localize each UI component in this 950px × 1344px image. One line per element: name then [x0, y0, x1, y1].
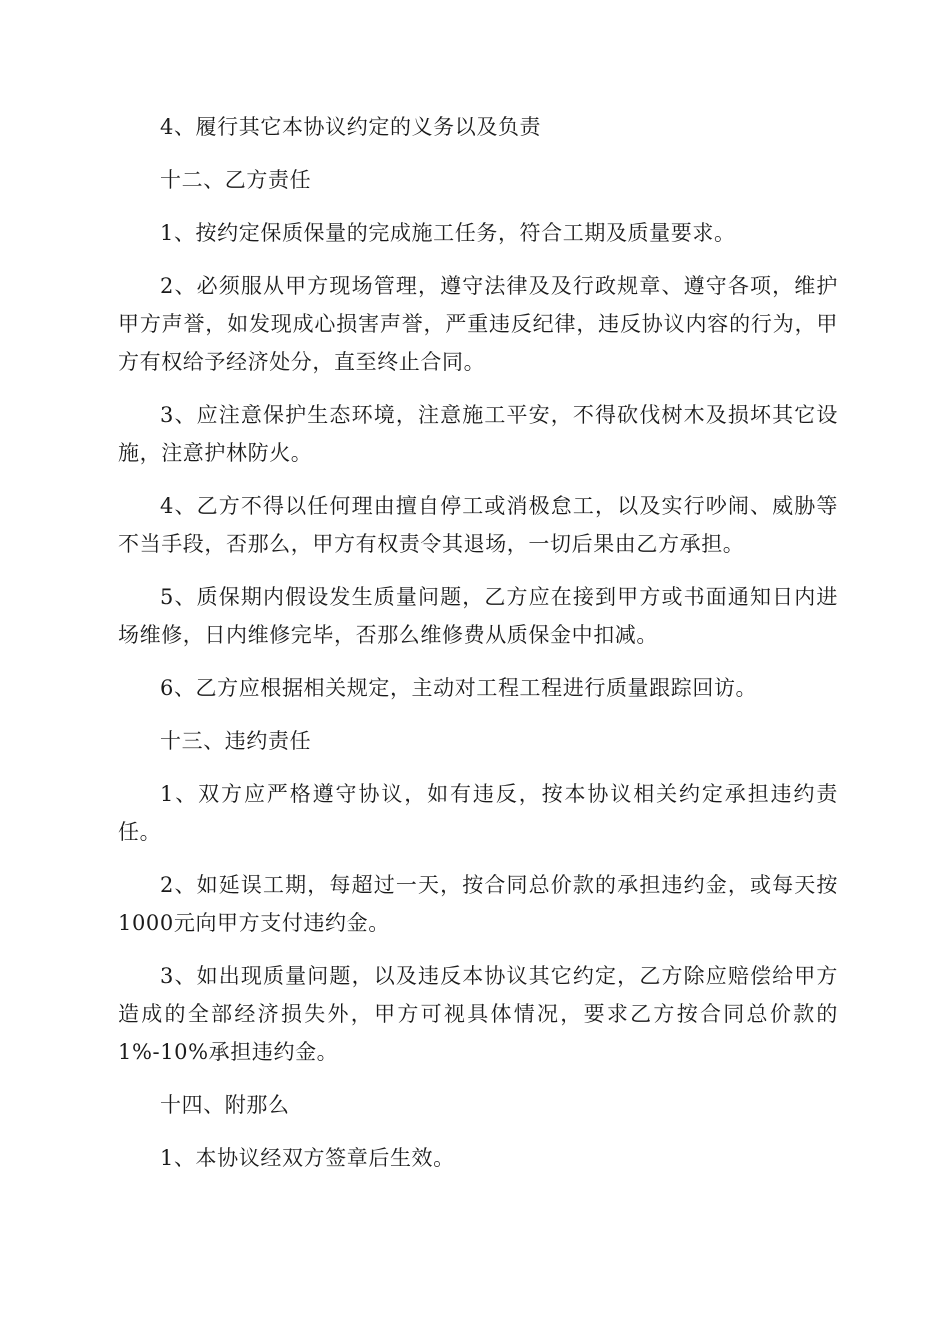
section-heading: 十二、乙方责任 — [160, 168, 312, 192]
document-body — [118, 108, 838, 1192]
list-item: 4、履行其它本协议约定的义务以及负责 — [160, 115, 542, 139]
list-item: 3、应注意保护生态环境，注意施工平安，不得砍伐树木及损坏其它设施，注意护林防火。 — [118, 403, 838, 465]
list-item: 6、乙方应根据相关规定，主动对工程工程进行质量跟踪回访。 — [160, 676, 758, 700]
list-item: 3、如出现质量问题，以及违反本协议其它约定，乙方除应赔偿给甲方造成的全部经济损失外，甲方可视具体情况，要求乙方按合同总价款的1%-10%承担违约金。 — [118, 964, 838, 1064]
list-item: 4、乙方不得以任何理由擅自停工或消极怠工，以及实行吵闹、威胁等不当手段，否那么，甲方有权责令其退场，一切后果由乙方承担。 — [118, 494, 838, 556]
list-item: 5、质保期内假设发生质量问题，乙方应在接到甲方或书面通知日内进场维修，日内维修完毕，否那么维修费从质保金中扣减。 — [118, 585, 838, 647]
list-item: 2、如延误工期，每超过一天，按合同总价款的承担违约金，或每天按1000元向甲方支付违约金。 — [118, 873, 838, 935]
section-heading: 十三、违约责任 — [160, 729, 312, 753]
list-item: 2、必须服从甲方现场管理，遵守法律及及行政规章、遵守各项，维护甲方声誉，如发现成心损害声誉，严重违反纪律，违反协议内容的行为，甲方有权给予经济处分，直至终止合同。 — [118, 274, 838, 374]
section-heading: 十四、附那么 — [160, 1093, 290, 1117]
list-item: 1、按约定保质保量的完成施工任务，符合工期及质量要求。 — [160, 221, 736, 245]
list-item: 1、双方应严格遵守协议，如有违反，按本协议相关约定承担违约责任。 — [118, 782, 838, 844]
list-item: 1、本协议经双方签章后生效。 — [160, 1146, 455, 1170]
